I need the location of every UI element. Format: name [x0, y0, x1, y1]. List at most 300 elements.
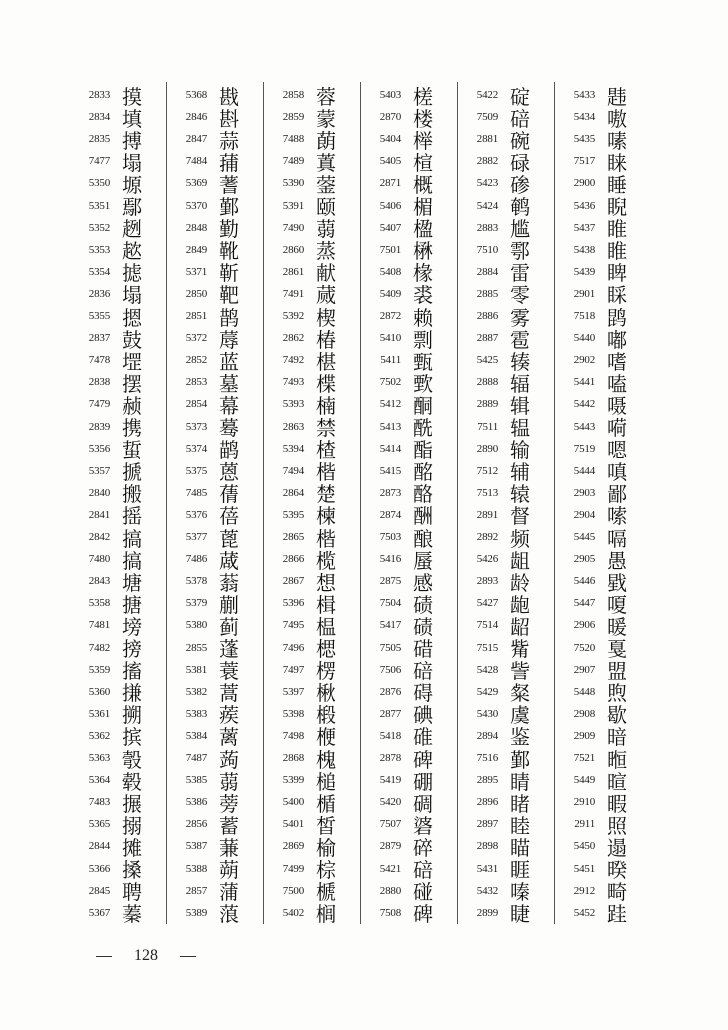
code-number: 2879 [379, 840, 401, 853]
hanzi-character: 塌 [122, 150, 142, 175]
hanzi-character: 睬 [607, 283, 627, 308]
code-number: 7521 [573, 752, 595, 764]
code-number: 5415 [379, 464, 401, 477]
code-number: 5416 [379, 553, 401, 566]
hanzi-character: 煦 [607, 681, 627, 706]
hanzi-character: 榈 [316, 902, 336, 927]
code-number: 5428 [476, 663, 498, 676]
code-number: 5402 [282, 906, 304, 919]
hanzi-character: 蒺 [219, 703, 239, 728]
code-number: 2838 [88, 376, 110, 389]
hanzi-character: 韪 [607, 84, 627, 109]
code-number: 7479 [88, 398, 110, 411]
hanzi-character: 暌 [607, 858, 627, 882]
hanzi-character: 楹 [413, 217, 433, 242]
code-number: 5435 [573, 133, 595, 146]
code-number: 5357 [88, 464, 110, 477]
hanzi-character: 碘 [413, 703, 433, 728]
code-number: 5410 [379, 332, 401, 345]
code-number: 5445 [573, 531, 595, 543]
hanzi-character: 摆 [122, 371, 142, 396]
code-number: 2842 [88, 531, 110, 543]
hanzi-character: 歇 [607, 703, 627, 728]
code-number: 7498 [282, 729, 304, 742]
code-number: 2864 [282, 486, 304, 499]
code-number: 5447 [573, 597, 595, 610]
code-number: 5409 [379, 287, 401, 300]
hanzi-character: 嗪 [510, 880, 530, 905]
code-number: 2840 [88, 486, 110, 499]
hanzi-character: 颐 [316, 195, 336, 219]
code-column-3 [270, 84, 360, 927]
hanzi-character: 鄙 [607, 482, 627, 507]
hanzi-character: 堽 [122, 349, 142, 374]
hanzi-character: 蒨 [219, 482, 239, 507]
code-number: 2882 [476, 155, 498, 168]
code-number: 5401 [282, 818, 304, 831]
code-number: 5375 [185, 464, 207, 477]
hanzi-character: 墓 [219, 371, 239, 396]
code-number: 5393 [282, 398, 304, 411]
hanzi-character: 嗉 [607, 128, 627, 153]
page-footer [96, 944, 196, 968]
hanzi-character: 碌 [510, 150, 530, 175]
hanzi-character: 酪 [413, 482, 433, 507]
hanzi-character: 鄞 [510, 747, 530, 772]
hanzi-character: 楚 [316, 482, 336, 507]
hanzi-character: 榹 [316, 880, 336, 905]
code-number: 5437 [573, 221, 595, 234]
hanzi-character: 楣 [413, 195, 433, 219]
code-entry [464, 902, 534, 927]
code-number: 7487 [185, 752, 207, 764]
code-number: 2885 [476, 287, 498, 300]
hanzi-character: 蓍 [219, 172, 239, 197]
code-entry [561, 902, 631, 927]
hanzi-character: 鹋 [219, 438, 239, 463]
code-number: 5444 [573, 464, 595, 477]
hanzi-character: 睢 [607, 217, 627, 242]
code-number: 7480 [88, 553, 110, 566]
hanzi-character: 榅 [316, 614, 336, 639]
hanzi-character: 睥 [607, 261, 627, 286]
code-number: 7509 [476, 111, 498, 124]
code-number: 5421 [379, 862, 401, 875]
code-number: 2903 [573, 486, 595, 499]
code-number: 7494 [282, 464, 304, 477]
hanzi-character: 碉 [413, 791, 433, 816]
hanzi-character: 碏 [413, 637, 433, 661]
hanzi-character: 蒽 [219, 460, 239, 485]
hanzi-character: 鄢 [122, 195, 142, 219]
hanzi-character: 蒗 [219, 902, 239, 927]
hanzi-character: 嘟 [607, 327, 627, 352]
code-number: 7520 [573, 641, 595, 654]
code-number: 7513 [476, 486, 498, 499]
hanzi-character: 暇 [607, 791, 627, 816]
code-number: 2852 [185, 354, 207, 367]
code-number: 7512 [476, 464, 498, 477]
hanzi-character: 蒡 [219, 791, 239, 816]
hanzi-character: 搌 [122, 791, 142, 816]
code-number: 2873 [379, 486, 401, 499]
hanzi-character: 碇 [510, 84, 530, 109]
hanzi-character: 蒸 [316, 239, 336, 264]
hanzi-character: 搛 [122, 681, 142, 706]
code-number: 5412 [379, 398, 401, 411]
hanzi-character: 愚 [607, 548, 627, 573]
hanzi-character: 楸 [316, 681, 336, 706]
code-number: 5380 [185, 619, 207, 632]
code-number: 2907 [573, 663, 595, 676]
hanzi-character: 暖 [607, 614, 627, 639]
hanzi-character: 鄠 [510, 239, 530, 264]
hanzi-character: 歅 [413, 371, 433, 396]
code-number: 5446 [573, 575, 595, 588]
code-number: 5424 [476, 199, 498, 212]
code-number: 5383 [185, 707, 207, 720]
hanzi-character: 楞 [316, 659, 336, 684]
code-number: 2887 [476, 332, 498, 345]
hanzi-character: 勤 [219, 217, 239, 242]
hanzi-character: 碗 [510, 128, 530, 153]
code-number: 2866 [282, 553, 304, 566]
hanzi-character: 睨 [607, 195, 627, 219]
hanzi-character: 碑 [413, 747, 433, 772]
column-divider [554, 82, 555, 924]
hanzi-character: 戥 [607, 570, 627, 595]
code-number: 7486 [185, 553, 207, 566]
hanzi-character: 概 [413, 172, 433, 197]
hanzi-character: 频 [510, 526, 530, 551]
code-number: 7516 [476, 752, 498, 764]
code-number: 7495 [282, 619, 304, 632]
hanzi-character: 禁 [316, 416, 336, 440]
code-number: 2888 [476, 376, 498, 389]
code-number: 7505 [379, 641, 401, 654]
code-number: 5362 [88, 729, 110, 742]
code-entry [270, 902, 340, 927]
code-number: 7499 [282, 862, 304, 875]
code-number: 2906 [573, 619, 595, 632]
code-number: 5420 [379, 796, 401, 809]
code-number: 2896 [476, 796, 498, 809]
hanzi-character: 椴 [316, 703, 336, 728]
code-number: 2845 [88, 884, 110, 897]
column-divider [263, 82, 264, 924]
code-number: 7488 [282, 133, 304, 146]
hanzi-character: 睛 [510, 769, 530, 794]
hanzi-character: 嗜 [607, 349, 627, 374]
code-number: 5376 [185, 508, 207, 521]
code-number: 5450 [573, 840, 595, 853]
code-number: 2911 [574, 818, 595, 831]
code-number: 5352 [88, 221, 110, 234]
hanzi-character: 嗯 [607, 438, 627, 463]
hanzi-character: 聘 [122, 880, 142, 905]
hanzi-character: 辐 [510, 371, 530, 396]
code-number: 2910 [573, 796, 595, 809]
hanzi-character: 鹍 [607, 305, 627, 330]
hanzi-character: 蒟 [219, 747, 239, 772]
code-number: 7508 [379, 906, 401, 919]
hanzi-character: 感 [413, 570, 433, 595]
code-number: 5430 [476, 707, 498, 720]
code-number: 2892 [476, 531, 498, 543]
hanzi-character: 搦 [122, 813, 142, 838]
hanzi-character: 畸 [607, 880, 627, 905]
code-number: 2856 [185, 818, 207, 831]
code-number: 5360 [88, 685, 110, 698]
code-number: 5443 [573, 420, 595, 433]
code-number: 7491 [282, 287, 304, 300]
code-number: 7507 [379, 818, 401, 831]
code-number: 5364 [88, 774, 110, 787]
code-number: 7492 [282, 354, 304, 367]
hanzi-character: 睢 [607, 239, 627, 264]
code-entry [367, 902, 437, 927]
code-number: 2909 [573, 729, 595, 742]
hanzi-character: 蒜 [219, 128, 239, 153]
code-number: 5384 [185, 729, 207, 742]
hanzi-character: 靶 [219, 283, 239, 308]
code-number: 2872 [379, 310, 401, 322]
code-number: 7518 [573, 310, 595, 322]
hanzi-character: 楙 [413, 239, 433, 264]
code-number: 2876 [379, 685, 401, 698]
code-number: 2893 [476, 575, 498, 588]
hanzi-character: 遢 [607, 835, 627, 860]
code-number: 2875 [379, 575, 401, 588]
hanzi-character: 碚 [510, 106, 530, 131]
hanzi-character: 辏 [510, 349, 530, 374]
hanzi-character: 榆 [316, 835, 336, 860]
code-number: 5361 [88, 707, 110, 720]
code-number: 5368 [185, 89, 207, 101]
hanzi-character: 楩 [316, 725, 336, 750]
code-number: 7502 [379, 376, 401, 389]
code-number: 5378 [185, 575, 207, 588]
hanzi-character: 睚 [510, 858, 530, 882]
hanzi-character: 幕 [219, 393, 239, 418]
code-number: 2835 [88, 133, 110, 146]
code-number: 5452 [573, 906, 595, 919]
code-number: 5377 [185, 531, 207, 543]
hanzi-character: 碚 [413, 659, 433, 684]
code-number: 7485 [185, 486, 207, 499]
hanzi-character: 蓦 [219, 416, 239, 440]
code-number: 2844 [88, 840, 110, 853]
hanzi-character: 蓢 [316, 128, 336, 153]
hanzi-character: 暄 [607, 769, 627, 794]
hanzi-character: 粲 [510, 681, 530, 706]
code-number: 2902 [573, 354, 595, 367]
code-number: 5353 [88, 243, 110, 256]
code-number: 5365 [88, 818, 110, 831]
hanzi-character: 督 [510, 504, 530, 529]
hanzi-character: 睡 [607, 172, 627, 197]
code-number: 7497 [282, 663, 304, 676]
hanzi-character: 输 [510, 438, 530, 463]
code-number: 5382 [185, 685, 207, 698]
code-number: 2833 [88, 89, 110, 101]
hanzi-character: 鉴 [510, 725, 530, 750]
code-entry [76, 902, 146, 927]
code-number: 2865 [282, 531, 304, 543]
hanzi-character: 楔 [316, 305, 336, 330]
hanzi-character: 摈 [122, 725, 142, 750]
code-number: 5371 [185, 265, 207, 278]
hanzi-character: 搋 [122, 460, 142, 485]
code-number: 7484 [185, 155, 207, 168]
hanzi-character: 搞 [122, 526, 142, 551]
hanzi-character: 蒹 [219, 835, 239, 860]
hanzi-character: 辑 [510, 393, 530, 418]
code-number: 2895 [476, 774, 498, 787]
hanzi-character: 碛 [413, 614, 433, 639]
hanzi-character: 酰 [413, 416, 433, 440]
hanzi-character: 楪 [316, 371, 336, 396]
code-number: 5359 [88, 663, 110, 676]
code-number: 7482 [88, 641, 110, 654]
code-number: 2891 [476, 508, 498, 521]
code-number: 5406 [379, 199, 401, 212]
code-number: 2899 [476, 906, 498, 919]
hanzi-character: 楠 [316, 393, 336, 418]
code-number: 7500 [282, 884, 304, 897]
code-number: 5373 [185, 420, 207, 433]
code-number: 2886 [476, 310, 498, 322]
hanzi-character: 雹 [510, 327, 530, 352]
footer-dash-right [180, 956, 196, 957]
hanzi-character: 槐 [316, 747, 336, 772]
code-column-2 [173, 84, 263, 927]
code-number: 2841 [88, 508, 110, 521]
code-number: 5449 [573, 774, 595, 787]
code-number: 5372 [185, 332, 207, 345]
hanzi-character: 蓬 [219, 637, 239, 661]
hanzi-character: 暅 [607, 747, 627, 772]
code-number: 7489 [282, 155, 304, 168]
column-divider [360, 82, 361, 924]
hanzi-character: 摸 [122, 84, 142, 109]
hanzi-character: 戡 [219, 84, 239, 109]
hanzi-character: 榉 [413, 128, 433, 153]
code-number: 2884 [476, 265, 498, 278]
hanzi-character: 楯 [316, 791, 336, 816]
hanzi-character: 辒 [510, 416, 530, 440]
hanzi-character: 碚 [413, 858, 433, 882]
hanzi-character: 摅 [122, 261, 142, 286]
hanzi-character: 搪 [122, 592, 142, 617]
hanzi-character: 龄 [510, 570, 530, 595]
hanzi-character: 鹌 [510, 195, 530, 219]
hanzi-character: 蒲 [219, 880, 239, 905]
code-number: 5396 [282, 597, 304, 610]
code-number: 7510 [476, 243, 498, 256]
code-number: 5351 [88, 199, 110, 212]
hanzi-character: 蓊 [219, 570, 239, 595]
code-number: 7504 [379, 597, 401, 610]
hanzi-character: 蜃 [413, 548, 433, 573]
code-number: 2849 [185, 243, 207, 256]
hanzi-character: 嗔 [607, 460, 627, 485]
code-number: 5448 [573, 685, 595, 698]
hanzi-character: 摊 [122, 835, 142, 860]
code-number: 5403 [379, 89, 401, 101]
code-number: 2878 [379, 752, 401, 764]
code-number: 2863 [282, 420, 304, 433]
hanzi-character: 裘 [413, 283, 433, 308]
code-number: 2846 [185, 111, 207, 124]
code-number: 2874 [379, 508, 401, 521]
code-number: 5439 [573, 265, 595, 278]
hanzi-character: 龆 [510, 614, 530, 639]
code-number: 5414 [379, 442, 401, 455]
hanzi-character: 龃 [510, 548, 530, 573]
hanzi-character: 觜 [510, 637, 530, 661]
hanzi-character: 尴 [510, 217, 530, 242]
hanzi-character: 蓟 [219, 614, 239, 639]
code-number: 7481 [88, 619, 110, 632]
code-number: 7503 [379, 531, 401, 543]
code-column-5 [464, 84, 554, 927]
hanzi-character: 楷 [316, 526, 336, 551]
hanzi-character: 硼 [413, 769, 433, 794]
hanzi-character: 槎 [413, 84, 433, 109]
code-number: 2848 [185, 221, 207, 234]
hanzi-character: 暗 [607, 725, 627, 750]
hanzi-character: 嗫 [607, 393, 627, 418]
hanzi-character: 睐 [607, 150, 627, 175]
code-number: 2855 [185, 641, 207, 654]
hanzi-character: 零 [510, 283, 530, 308]
code-number: 5381 [185, 663, 207, 676]
code-number: 5413 [379, 420, 401, 433]
code-number: 5389 [185, 906, 207, 919]
hanzi-character: 虞 [510, 703, 530, 728]
code-number: 2897 [476, 818, 498, 831]
hanzi-character: 皙 [316, 813, 336, 838]
hanzi-character: 嗦 [607, 504, 627, 529]
hanzi-character: 訾 [510, 659, 530, 684]
hanzi-character: 嗑 [607, 371, 627, 396]
page-number: 128 [134, 947, 158, 964]
code-number: 2867 [282, 575, 304, 588]
code-number: 2898 [476, 840, 498, 853]
code-number: 2862 [282, 332, 304, 345]
hanzi-character: 想 [316, 570, 336, 595]
hanzi-character: 碍 [413, 681, 433, 706]
hanzi-character: 搒 [122, 637, 142, 661]
hanzi-character: 酯 [413, 438, 433, 463]
hanzi-character: 摇 [122, 504, 142, 529]
hanzi-character: 蓐 [219, 327, 239, 352]
hanzi-character: 碎 [413, 835, 433, 860]
code-number: 5417 [379, 619, 401, 632]
code-number: 2912 [573, 884, 595, 897]
code-number: 5385 [185, 774, 207, 787]
hanzi-character: 辅 [510, 460, 530, 485]
code-number: 2851 [185, 310, 207, 322]
hanzi-character: 填 [122, 106, 142, 131]
hanzi-character: 椿 [316, 327, 336, 352]
code-number: 7511 [477, 420, 498, 433]
code-number: 5379 [185, 597, 207, 610]
code-number: 5404 [379, 133, 401, 146]
code-number: 5441 [573, 376, 595, 389]
code-number: 2847 [185, 133, 207, 146]
